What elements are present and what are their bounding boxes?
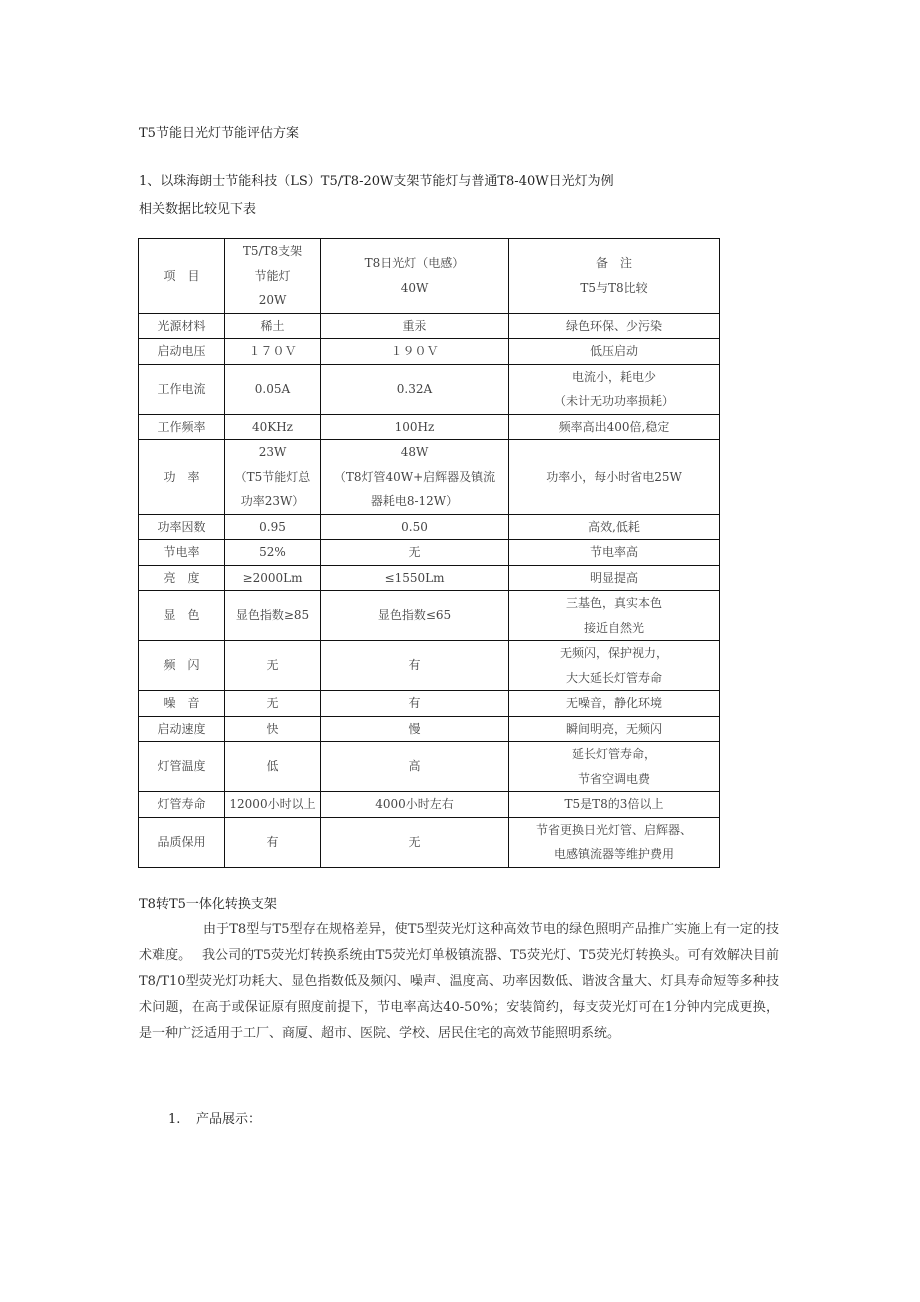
table-row: [139, 591, 720, 641]
table-cell: [509, 313, 720, 339]
cell-line: 噪 音: [163, 696, 200, 710]
cell-line: 高: [408, 759, 421, 774]
table-cell: [139, 641, 225, 691]
table-cell: [509, 565, 720, 591]
cell-line: 延长灯管寿命，: [571, 747, 656, 761]
cell-line: 0.95: [259, 519, 286, 534]
cell-line: 品质保用: [157, 834, 206, 849]
cell-line: T5与T8比较: [580, 280, 648, 295]
table-cell: [321, 364, 509, 414]
document-title: T5节能日光灯节能评估方案: [139, 126, 299, 141]
cell-line: 功率23W）: [240, 494, 305, 508]
table-row: [139, 313, 720, 339]
cell-line: 20W: [258, 293, 287, 307]
cell-line: １９０Ｖ: [390, 344, 439, 358]
table-cell: [225, 364, 321, 414]
table-cell: [139, 339, 225, 365]
section-title: T8转T5一体化转换支架: [139, 897, 277, 912]
cell-line: 功 率: [163, 469, 200, 484]
table-cell: [139, 313, 225, 339]
comparison-table: [138, 238, 720, 868]
cell-line: 显色指数≤65: [377, 608, 452, 623]
cell-line: ≤1550Lm: [384, 570, 445, 585]
table-cell: [509, 641, 720, 691]
table-cell: [321, 742, 509, 792]
table-cell: [139, 440, 225, 515]
table-cell: [139, 514, 225, 540]
cell-line: 节电率: [163, 545, 200, 559]
table-row: [139, 565, 720, 591]
table-cell: [321, 414, 509, 440]
cell-line: 52%: [259, 545, 286, 559]
table-cell: [509, 540, 720, 566]
cell-line: 节能灯: [254, 268, 291, 283]
cell-line: 低: [266, 759, 279, 774]
cell-line: T5是T8的3倍以上: [564, 797, 664, 811]
cell-line: 100Hz: [394, 419, 435, 434]
cell-line: 光源材料: [157, 318, 206, 333]
cell-line: 节电率高: [589, 545, 638, 559]
cell-line: T8日光灯（电感）: [364, 256, 465, 271]
table-cell: [321, 565, 509, 591]
table-cell: [509, 591, 720, 641]
cell-line: 低压启动: [589, 344, 638, 358]
cell-line: 节省更换日光灯管、启辉器、: [535, 822, 692, 837]
cell-line: 快: [266, 721, 279, 736]
table-row: [139, 742, 720, 792]
cell-line: 大大延长灯管寿命: [565, 670, 662, 685]
cell-line: 工作频率: [157, 419, 206, 434]
cell-line: 亮 度: [163, 570, 200, 585]
list-item: [168, 1108, 261, 1127]
table-row: [139, 716, 720, 742]
cell-line: 电感镇流器等维护费用: [553, 847, 674, 861]
table-cell: [321, 239, 509, 314]
table-row: [139, 792, 720, 818]
cell-line: 频 闪: [163, 658, 200, 673]
cell-line: 工作电流: [157, 381, 206, 396]
table-cell: [321, 591, 509, 641]
cell-line: 器耗电8-12W）: [370, 494, 459, 508]
table-cell: [321, 641, 509, 691]
table-cell: [139, 364, 225, 414]
cell-line: （T8灯管40W+启辉器及镇流: [333, 469, 496, 484]
table-row: [139, 641, 720, 691]
table-cell: [509, 440, 720, 515]
cell-line: 瞬间明亮，无频闪: [565, 721, 662, 736]
table-cell: [321, 440, 509, 515]
table-cell: [225, 691, 321, 717]
cell-line: 绿色环保、少污染: [565, 318, 662, 333]
table-cell: [225, 742, 321, 792]
cell-line: 功率小，每小时省电25W: [546, 469, 682, 484]
cell-line: 接近自然光: [583, 620, 644, 635]
cell-line: 40W: [400, 280, 429, 295]
table-cell: [225, 414, 321, 440]
cell-line: 有: [408, 658, 421, 673]
table-cell: [509, 817, 720, 867]
table-cell: [321, 792, 509, 818]
table-cell: [509, 239, 720, 314]
cell-line: （未计无功功率损耗）: [553, 394, 674, 408]
table-cell: [225, 641, 321, 691]
cell-line: 重汞: [402, 318, 427, 333]
cell-line: 无: [266, 658, 279, 673]
cell-line: 电流小，耗电少: [571, 369, 656, 384]
cell-line: 无频闪，保护视力，: [559, 646, 668, 660]
table-cell: [139, 691, 225, 717]
cell-line: 0.05A: [254, 381, 291, 396]
table-cell: [321, 691, 509, 717]
table-header-row: [139, 239, 720, 314]
cell-line: 无: [408, 545, 421, 559]
cell-line: 有: [408, 696, 421, 710]
table-cell: [225, 817, 321, 867]
table-cell: [225, 591, 321, 641]
cell-line: 4000小时左右: [375, 797, 454, 811]
table-cell: [321, 817, 509, 867]
table-row: [139, 514, 720, 540]
table-cell: [509, 691, 720, 717]
cell-line: 显 色: [163, 608, 200, 623]
table-cell: [139, 414, 225, 440]
table-cell: [139, 565, 225, 591]
cell-line: ≥2000Lm: [242, 570, 303, 585]
table-cell: [139, 540, 225, 566]
table-cell: [509, 364, 720, 414]
table-cell: [509, 792, 720, 818]
table-cell: [225, 440, 321, 515]
cell-line: 启动速度: [157, 721, 206, 736]
table-cell: [139, 716, 225, 742]
table-cell: [225, 565, 321, 591]
cell-line: 功率因数: [157, 519, 206, 534]
cell-line: 灯管温度: [157, 759, 206, 774]
table-row: [139, 364, 720, 414]
list-label: 产品展示：: [196, 1112, 262, 1127]
intro-line-1: 1、以珠海朗士节能科技（LS）T5/T8-20W支架节能灯与普通T8-40W日光灯为例: [139, 174, 614, 189]
cell-line: 无: [408, 834, 421, 849]
cell-line: 有: [266, 834, 279, 849]
table-row: [139, 414, 720, 440]
table-cell: [139, 239, 225, 314]
table-cell: [139, 591, 225, 641]
body-paragraph: 由于T8型与T5型存在规格差异，使T5型荧光灯这种高效节电的绿色照明产品推广实施上有一定的技术难度。 我公司的T5荧光灯转换系统由T5荧光灯单极镇流器、T5荧光灯、T5荧光灯转换头。可有效解决目前T8/T10型荧光灯功耗大、显色指数低及频闪、噪声、温度高、功率因数低、谐波含量大、灯具寿命短等多种技术问题，在高于或保证原有照度前提下，节电率高达40-50%；安装简约，每支荧光灯可在1分钟内完成更换，是一种广泛适用于工厂、商厦、超市、医院、学校、居民住宅的高效节能照明系统。: [139, 922, 779, 1041]
cell-line: 12000小时以上: [229, 797, 316, 811]
table-row: [139, 817, 720, 867]
table-row: [139, 691, 720, 717]
cell-line: 无噪音，静化环境: [565, 696, 662, 710]
cell-line: 无: [266, 696, 279, 710]
cell-line: 48W: [400, 445, 429, 459]
table-row: [139, 540, 720, 566]
table-cell: [139, 742, 225, 792]
cell-line: 明显提高: [589, 570, 638, 585]
cell-line: 0.50: [401, 519, 428, 534]
table-cell: [225, 540, 321, 566]
table-cell: [139, 792, 225, 818]
table-cell: [509, 742, 720, 792]
table-cell: [509, 514, 720, 540]
table-cell: [509, 339, 720, 365]
cell-line: 频率高出400倍,稳定: [558, 419, 670, 434]
cell-line: 显色指数≥85: [235, 608, 310, 623]
table-cell: [139, 817, 225, 867]
table-cell: [225, 239, 321, 314]
cell-line: T5/T8支架: [242, 244, 303, 258]
cell-line: 三基色，真实本色: [565, 596, 662, 610]
cell-line: 23W: [258, 445, 287, 459]
cell-line: 0.32A: [396, 381, 433, 396]
list-number: 1.: [168, 1112, 181, 1127]
cell-line: 40KHz: [251, 419, 294, 434]
cell-line: １７０Ｖ: [248, 344, 297, 358]
table-cell: [321, 339, 509, 365]
cell-line: 灯管寿命: [157, 797, 206, 811]
cell-line: 备 注: [595, 256, 632, 271]
table-cell: [225, 792, 321, 818]
table-cell: [225, 339, 321, 365]
table-row: [139, 339, 720, 365]
table-cell: [321, 313, 509, 339]
cell-line: 节省空调电费: [577, 771, 650, 786]
cell-line: 启动电压: [157, 344, 206, 358]
table-cell: [321, 514, 509, 540]
cell-line: 高效,低耗: [588, 519, 640, 534]
table-cell: [225, 514, 321, 540]
intro-line-2: 相关数据比较见下表: [139, 202, 257, 217]
cell-line: 慢: [408, 721, 421, 736]
table-cell: [321, 540, 509, 566]
table-row: [139, 440, 720, 515]
cell-line: 稀土: [260, 318, 285, 333]
cell-line: 项 目: [163, 268, 200, 283]
table-cell: [321, 716, 509, 742]
table-cell: [225, 313, 321, 339]
table-cell: [509, 414, 720, 440]
table-cell: [509, 716, 720, 742]
cell-line: （T5节能灯总: [234, 469, 311, 484]
table-cell: [225, 716, 321, 742]
